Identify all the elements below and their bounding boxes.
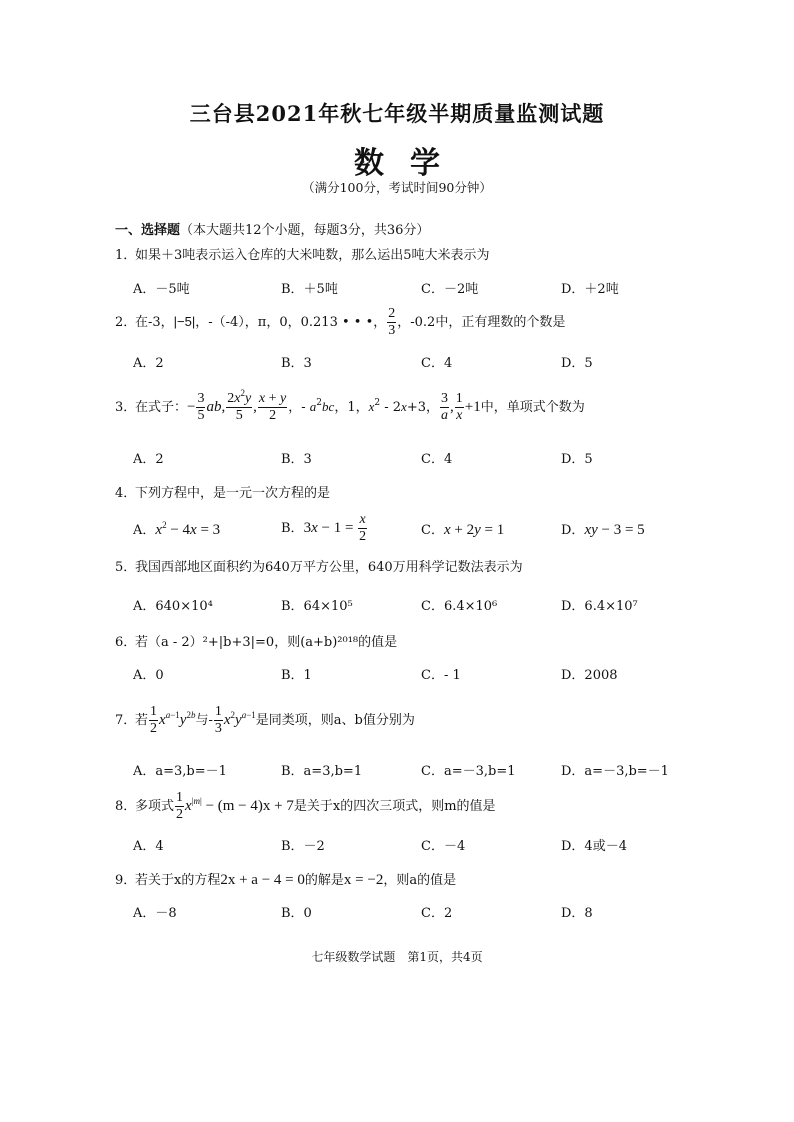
q1-option-a[interactable]: A．－5吨 — [133, 282, 190, 297]
page-footer: 七年级数学试题 第1页，共4页 — [311, 950, 483, 964]
q2-option-b[interactable]: B．3 — [281, 356, 312, 371]
q1-option-d[interactable]: D．＋2吨 — [561, 282, 619, 297]
q5-option-a[interactable]: A．640×10⁴ — [133, 599, 213, 614]
q6-option-b[interactable]: B．1 — [281, 668, 312, 683]
q3-option-c[interactable]: C．4 — [421, 452, 453, 467]
q3-option-d[interactable]: D．5 — [561, 452, 593, 467]
subject-title: 数学 — [354, 146, 466, 181]
exam-info: （满分100分，考试时间90分钟） — [302, 180, 492, 195]
question-3: 3．在式子：− $\frac{3}{5}$ ab, $\frac{2x^2y}{5}$ , $\frac{x + y}{2}$ ，- $a^2bc$，1，$x^2 - 2x+3$， $\frac{3}{a}$ , $\frac{1}{x}$ +1中，单项式个数为 — [115, 388, 585, 423]
q1-option-c[interactable]: C．－2吨 — [421, 282, 479, 297]
q2-option-d[interactable]: D．5 — [561, 356, 593, 371]
q7-option-c[interactable]: C．a=－3,b=1 — [421, 764, 516, 779]
question-5: 5．我国西部地区面积约为640万平方公里，640万用科学记数法表示为 — [115, 560, 523, 575]
q7-option-b[interactable]: B．a=3,b=1 — [281, 764, 363, 779]
q3-option-a[interactable]: A．2 — [133, 452, 164, 467]
question-1: 1．如果＋3吨表示运入仓库的大米吨数，那么运出5吨大米表示为 — [115, 248, 490, 263]
q8-option-c[interactable]: C．－4 — [421, 839, 466, 854]
q1-option-b[interactable]: B．＋5吨 — [281, 282, 338, 297]
q8-option-b[interactable]: B．－2 — [281, 839, 325, 854]
question-7: 7．若 $\frac{1}{2}$ $x^{a-1}y^{2b}$与- $\frac{1}{3}$ $x^2y^{a-1}$是同类项，则a、b值分别为 — [115, 704, 415, 736]
q9-option-a[interactable]: A．－8 — [133, 906, 177, 921]
exam-title: 三台县2021年秋七年级半期质量监测试题 — [189, 101, 605, 126]
q5-option-b[interactable]: B．64×10⁵ — [281, 599, 353, 614]
question-9: 9．若关于x的方程2x + a − 4 = 0的解是x = −2，则a的值是 — [115, 872, 457, 888]
q6-option-d[interactable]: D．2008 — [561, 668, 618, 683]
q7-option-d[interactable]: D．a=－3,b=－1 — [561, 764, 669, 779]
q5-option-c[interactable]: C．6.4×10⁶ — [421, 599, 498, 614]
q8-option-a[interactable]: A．4 — [133, 839, 164, 854]
q4-option-b[interactable]: B．3x − 1 = $\frac{x}{2}$ — [281, 512, 367, 544]
section-desc: （本大题共12个小题，每题3分，共36分） — [180, 223, 430, 238]
section-title: 一、选择题 — [115, 223, 181, 238]
question-4: 4．下列方程中，是一元一次方程的是 — [115, 486, 331, 501]
q2-fraction: $\frac{2}{3}$ — [388, 306, 396, 338]
section-heading — [115, 219, 429, 238]
q6-option-a[interactable]: A．0 — [133, 668, 164, 683]
question-6: 6．若（a - 2）²+|b+3|=0，则(a+b)²⁰¹⁸的值是 — [115, 635, 398, 650]
q4-option-a[interactable]: A．$x^2 - 4x = 3$ — [133, 520, 221, 538]
q9-option-d[interactable]: D．8 — [561, 906, 593, 921]
q9-option-b[interactable]: B．0 — [281, 906, 312, 921]
q9-option-c[interactable]: C．2 — [421, 906, 453, 921]
question-2: 2．在-3，|−5|，-（-4），π，0，0.213 • • •， $\frac{2}{3}$ ，-0.2中，正有理数的个数是 — [115, 306, 566, 338]
q8-option-d[interactable]: D．4或－4 — [561, 839, 627, 854]
q4-option-c[interactable]: C．x + 2y = 1 — [421, 522, 505, 538]
q2-option-a[interactable]: A．2 — [133, 356, 164, 371]
q5-option-d[interactable]: D．6.4×10⁷ — [561, 599, 638, 614]
question-8: 8．多项式 $\frac{1}{2}$ $x^{|m|} - (m - 4)x + 7$是关于x的四次三项式，则m的值是 — [115, 790, 496, 822]
q4-option-d[interactable]: D．xy − 3 = 5 — [561, 522, 645, 538]
q2-option-c[interactable]: C．4 — [421, 356, 453, 371]
q7-option-a[interactable]: A．a=3,b=－1 — [133, 764, 227, 779]
q3-option-b[interactable]: B．3 — [281, 452, 312, 467]
q6-option-c[interactable]: C．- 1 — [421, 668, 461, 683]
